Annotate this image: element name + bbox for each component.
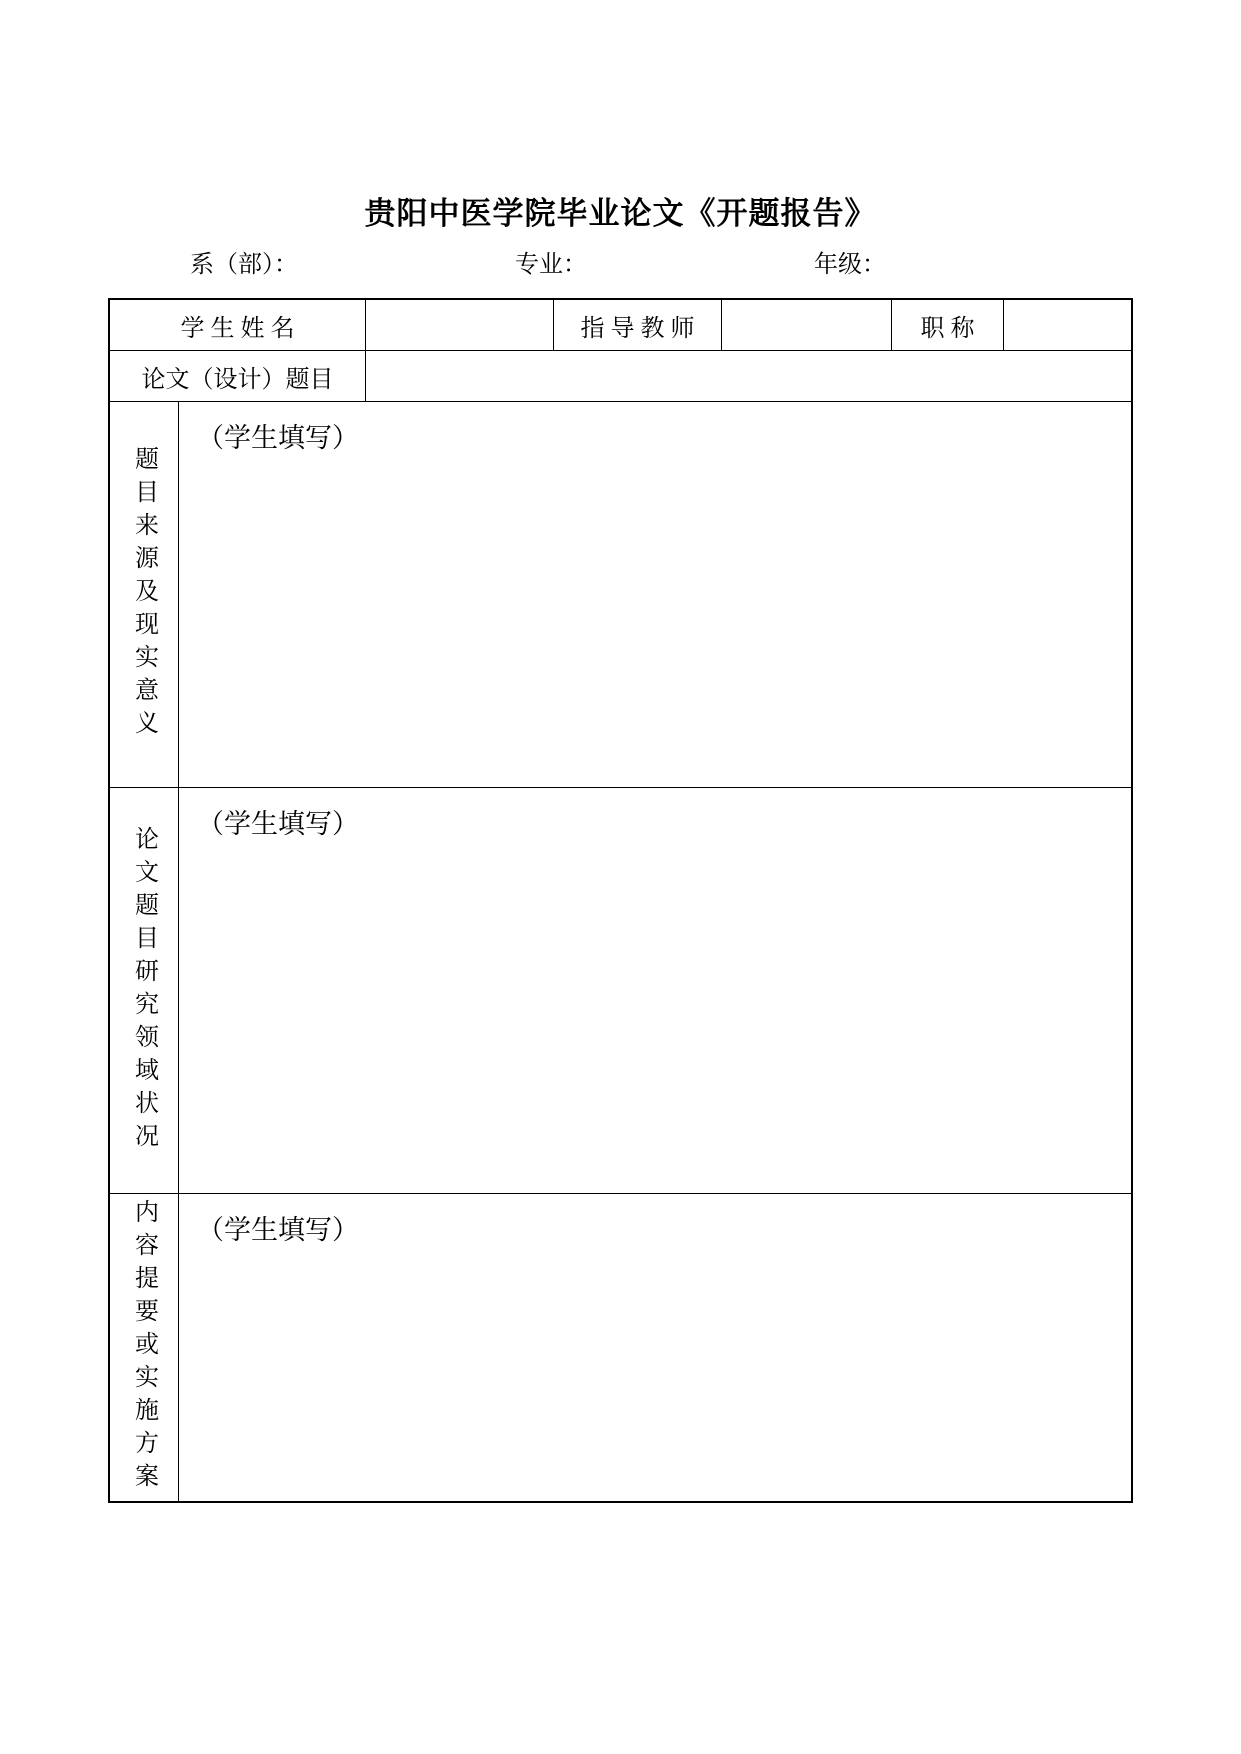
proposal-form-table xyxy=(108,298,1133,1503)
table-row xyxy=(110,300,1131,350)
section-label-text: 论文题目研究领域状况 xyxy=(130,825,157,1156)
section-research-status xyxy=(110,787,1131,1193)
thesis-title-field[interactable] xyxy=(365,351,1131,401)
student-name-label: 学 生 姓 名 xyxy=(180,315,295,342)
section-label-text: 题目来源及现实意义 xyxy=(130,446,157,743)
section-label-text: 内容提要或实施方案 xyxy=(130,1199,157,1496)
topic-origin-field[interactable] xyxy=(178,402,1131,787)
thesis-title-label: 论文（设计）题目 xyxy=(141,366,334,393)
placeholder-text: （学生填写） xyxy=(197,423,359,453)
major-label: 专业： xyxy=(515,252,587,278)
grade-label: 年级： xyxy=(814,252,886,278)
section-label xyxy=(110,1194,178,1501)
section-topic-origin xyxy=(110,401,1131,787)
page-title: 贵阳中医学院毕业论文《开题报告》 xyxy=(364,196,877,231)
section-content-plan xyxy=(110,1193,1131,1501)
section-label xyxy=(110,788,178,1193)
professional-title-label: 职 称 xyxy=(891,300,1003,350)
section-label xyxy=(110,402,178,787)
content-plan-field[interactable] xyxy=(178,1194,1131,1501)
placeholder-text: （学生填写） xyxy=(197,809,359,839)
advisor-label: 指 导 教 师 xyxy=(553,300,721,350)
research-status-field[interactable] xyxy=(178,788,1131,1193)
student-name-field[interactable] xyxy=(365,300,553,350)
placeholder-text: （学生填写） xyxy=(197,1215,359,1245)
professional-title-field[interactable] xyxy=(1003,300,1131,350)
table-row xyxy=(110,350,1131,401)
department-label: 系（部）： xyxy=(190,252,298,278)
advisor-field[interactable] xyxy=(721,300,891,350)
